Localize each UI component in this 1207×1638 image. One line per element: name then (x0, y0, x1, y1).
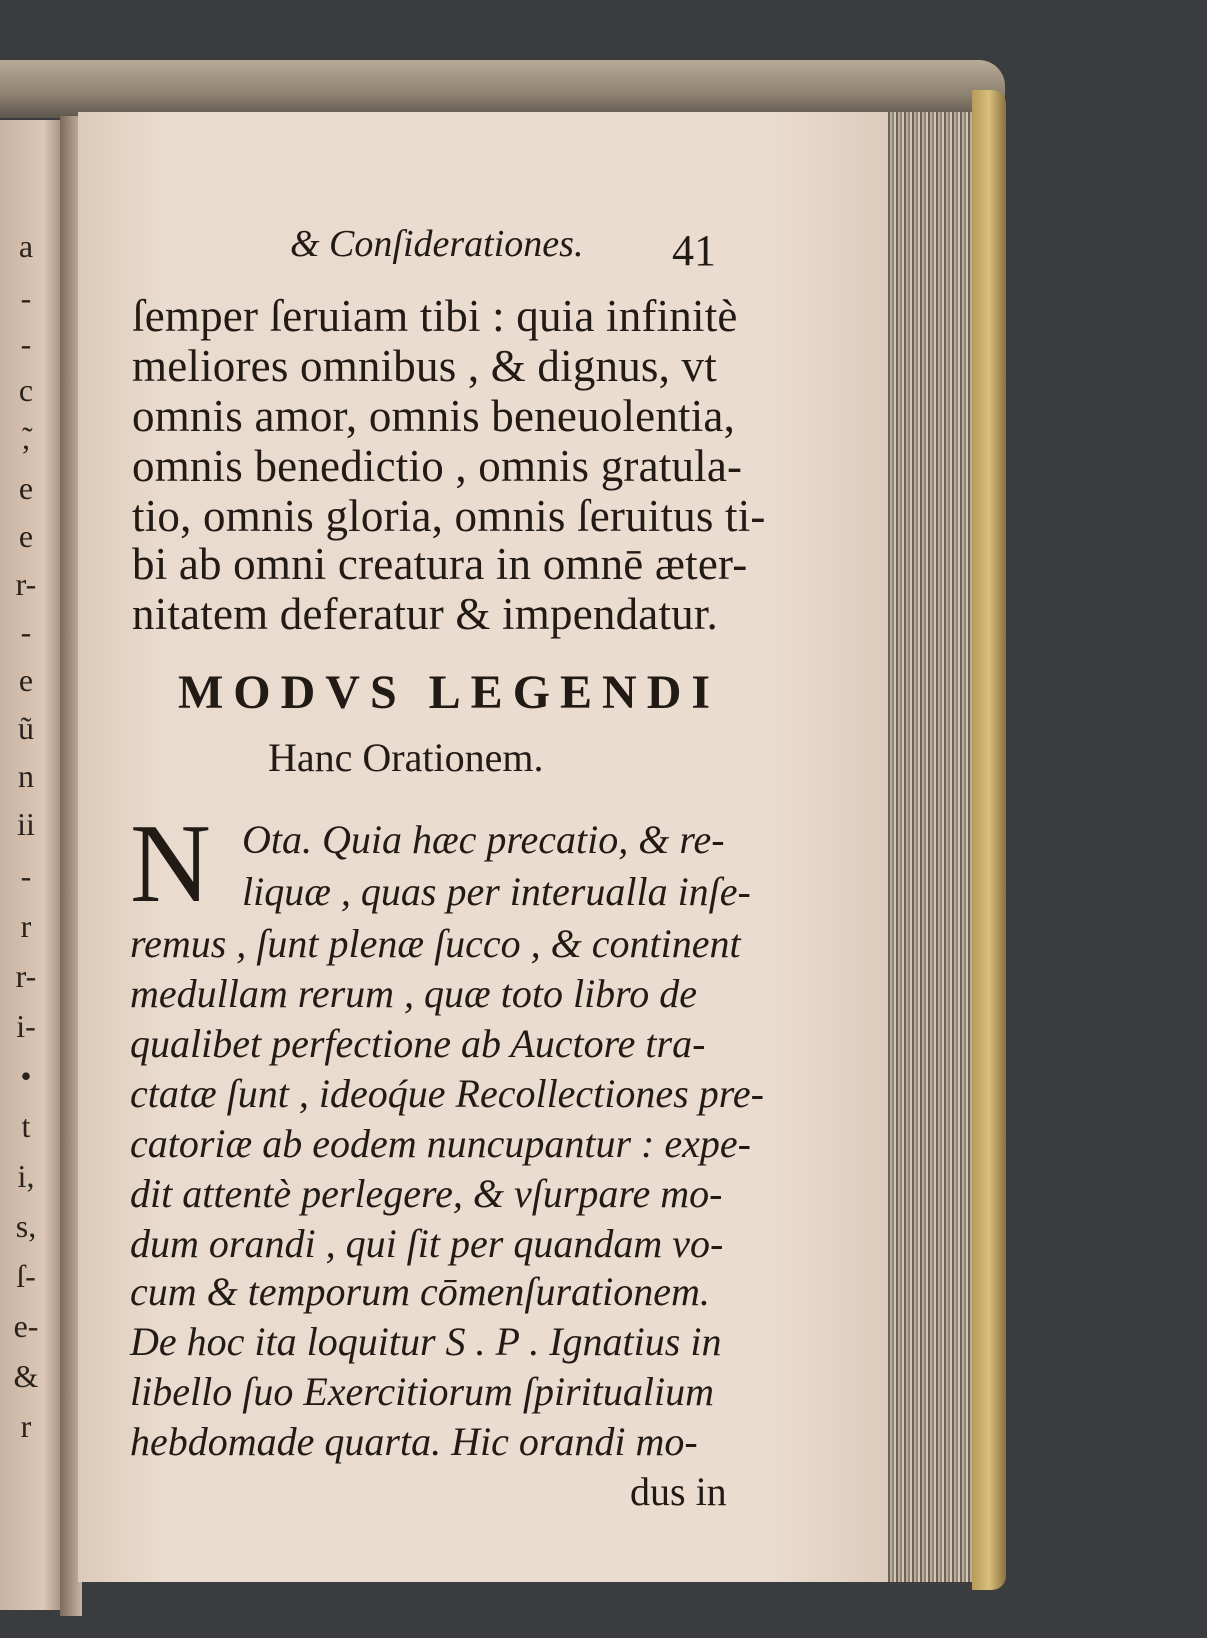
margin-fragment: e- (13, 1308, 39, 1344)
margin-fragment: e (18, 518, 34, 554)
margin-fragment: e (18, 470, 34, 506)
margin-fragment: ii (17, 806, 35, 842)
margin-fragment: c (18, 372, 34, 408)
note-line: Ota. Quia hæc precatio, & re- (242, 817, 725, 862)
margin-fragment: s, (15, 1208, 37, 1244)
running-title: & Conſiderationes. (290, 223, 584, 265)
note-line: De hoc ita loquitur S . P . Ignatius in (130, 1319, 722, 1364)
margin-fragment: - (20, 858, 32, 894)
margin-fragment: ſ- (16, 1258, 36, 1294)
margin-fragment: r (20, 1408, 32, 1444)
book-cover-edge (972, 90, 1006, 1590)
margin-fragment: • (20, 1058, 32, 1094)
body-line: ſemper ſeruiam tibi : quia infinitè (132, 291, 738, 341)
note-line: cum & temporum cōmenſurationem. (130, 1269, 710, 1314)
section-subheading: Hanc Orationem. (268, 735, 544, 780)
body-line: bi ab omni creatura in omnē æter- (132, 539, 748, 589)
margin-fragment: ̃, (22, 420, 30, 456)
margin-fragment: - (20, 280, 32, 316)
note-line: catoriæ ab eodem nuncupantur : expe- (130, 1121, 751, 1166)
margin-fragment: t (21, 1108, 31, 1144)
note-line: liquæ , quas per interualla inſe- (242, 869, 751, 914)
section-heading: MODVS LEGENDI (178, 666, 721, 719)
body-line: tio, omnis gloria, omnis ſeruitus ti- (132, 491, 766, 541)
note-line: medullam rerum , quæ toto libro de (130, 971, 698, 1016)
margin-fragment: n (18, 758, 34, 794)
note-line: qualibet perfectione ab Auctore tra- (130, 1021, 706, 1066)
margin-fragment: i, (17, 1158, 35, 1194)
margin-fragment: e (18, 662, 34, 698)
book-top-edge (0, 60, 1005, 118)
note-line: libello ſuo Exercitiorum ſpiritualium (130, 1369, 715, 1414)
page-number: 41 (672, 226, 716, 275)
note-line: remus , ſunt plenæ ſucco , & continent (130, 921, 741, 966)
body-line: nitatem deferatur & impendatur. (132, 589, 718, 639)
margin-fragment: r (20, 908, 32, 944)
body-line: meliores omnibus , & dignus, vt (132, 341, 717, 391)
note-line: ctatæ ſunt , ideoq́ue Recollectiones pre- (130, 1071, 764, 1116)
page-fore-edge (888, 112, 978, 1582)
margin-fragment: & (13, 1358, 39, 1394)
note-line: dit attentè perlegere, & vſurpare mo- (130, 1171, 723, 1216)
body-line: omnis benedictio , omnis gratula- (132, 441, 743, 491)
margin-fragment: r- (15, 958, 37, 994)
body-line: omnis amor, omnis beneuolentia, (132, 391, 736, 441)
margin-fragment: r- (15, 566, 37, 602)
margin-fragment: ũ (18, 710, 34, 746)
note-line: dum orandi , qui ſit per quandam vo- (130, 1221, 724, 1266)
note-line: hebdomade quarta. Hic orandi mo- (130, 1419, 698, 1464)
margin-fragment: - (20, 614, 32, 650)
drop-initial: N (130, 802, 211, 926)
margin-fragment: - (20, 326, 32, 362)
margin-fragment: a (18, 228, 34, 264)
margin-fragment: i- (16, 1008, 36, 1044)
catchword: dus in (630, 1469, 727, 1514)
